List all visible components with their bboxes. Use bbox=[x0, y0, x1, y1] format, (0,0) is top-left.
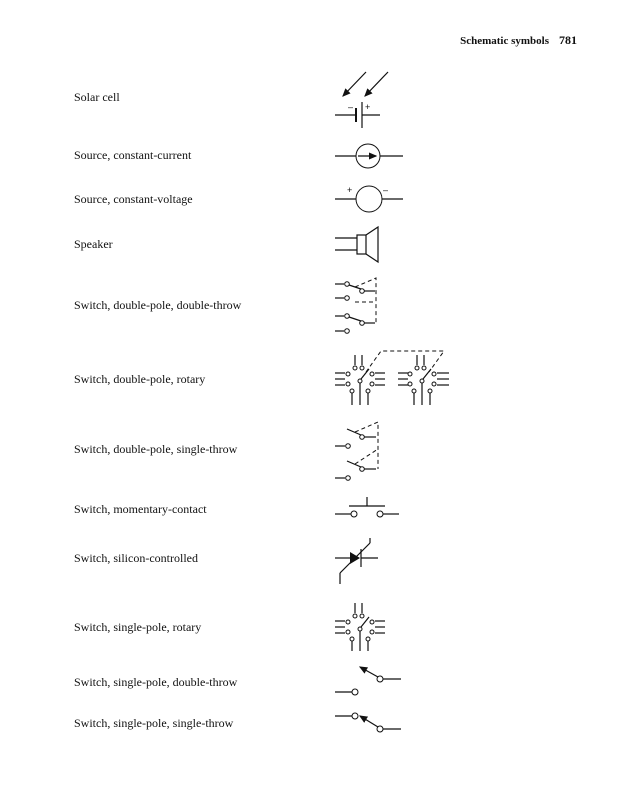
plus-sign: + bbox=[365, 102, 371, 112]
plus-sign: + bbox=[347, 185, 353, 195]
dpdt-switch-symbol bbox=[335, 278, 376, 333]
entry-label-switch-spst: Switch, single-pole, single-throw bbox=[74, 716, 234, 730]
speaker-symbol bbox=[335, 227, 378, 262]
entry-label-switch-momentary: Switch, momentary-contact bbox=[74, 502, 207, 516]
entry-label-switch-dpdt: Switch, double-pole, double-throw bbox=[74, 298, 242, 312]
constant-current-source-symbol bbox=[335, 144, 403, 168]
header-page-number: 781 bbox=[559, 33, 577, 47]
entry-label-solar-cell: Solar cell bbox=[74, 90, 120, 104]
minus-sign: – bbox=[383, 185, 389, 195]
entry-label-speaker: Speaker bbox=[74, 237, 113, 251]
momentary-contact-switch-symbol bbox=[335, 497, 399, 517]
entry-label-switch-dpst: Switch, double-pole, single-throw bbox=[74, 442, 238, 456]
constant-voltage-source-symbol bbox=[335, 185, 403, 212]
entry-label-constant-voltage-source: Source, constant-voltage bbox=[74, 192, 193, 206]
header-section-title: Schematic symbols bbox=[460, 35, 549, 47]
spdt-switch-symbol bbox=[335, 667, 401, 695]
spst-switch-symbol bbox=[335, 713, 401, 732]
sp-rotary-switch-symbol bbox=[335, 603, 385, 651]
silicon-controlled-switch-symbol bbox=[335, 538, 378, 584]
entry-label-switch-spdt: Switch, single-pole, double-throw bbox=[74, 675, 238, 689]
entry-label-switch-sp-rotary: Switch, single-pole, rotary bbox=[74, 620, 202, 634]
minus-sign: – bbox=[348, 102, 354, 112]
dp-rotary-switch-symbol bbox=[335, 351, 449, 405]
solar-cell-symbol bbox=[335, 72, 388, 128]
entry-label-switch-scr: Switch, silicon-controlled bbox=[74, 551, 198, 565]
entry-label-constant-current-source: Source, constant-current bbox=[74, 148, 192, 162]
entry-label-switch-dp-rotary: Switch, double-pole, rotary bbox=[74, 372, 206, 386]
dpst-switch-symbol bbox=[335, 422, 378, 480]
